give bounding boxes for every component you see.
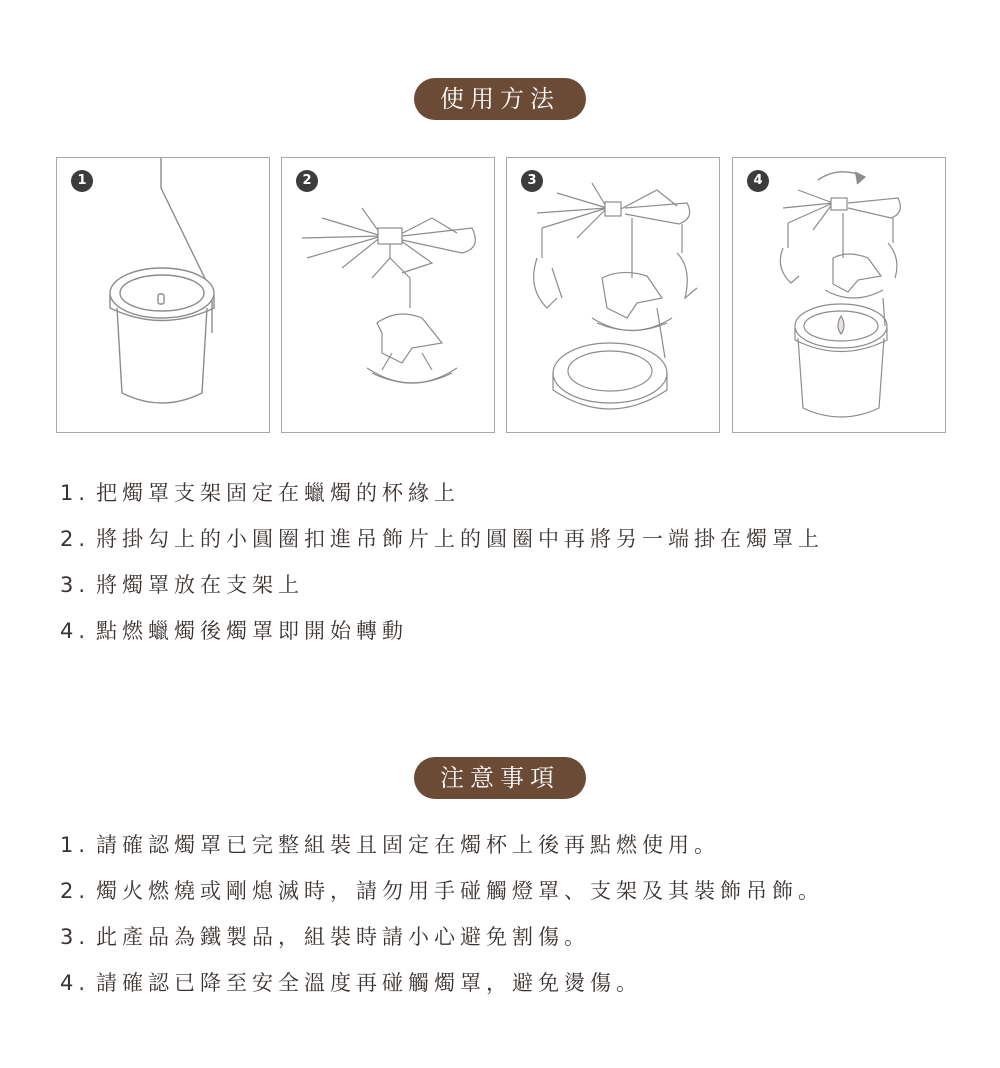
notes-list (60, 822, 824, 1006)
step-number: 4. (60, 619, 91, 643)
note-number: 2. (60, 879, 91, 903)
instruction-panels (56, 157, 946, 433)
step-text: 點燃蠟燭後燭罩即開始轉動 (96, 619, 409, 643)
step-badge-4: 4 (747, 170, 769, 192)
candle-cup-illustration (57, 158, 269, 432)
note-text: 請確認已降至安全溫度再碰觸燭罩，避免燙傷。 (96, 971, 643, 995)
note-item (60, 914, 824, 960)
spinner-hanger-illustration (282, 158, 494, 432)
note-item (60, 822, 824, 868)
instruction-panel-2 (281, 157, 495, 433)
note-text: 請確認燭罩已完整組裝且固定在燭杯上後再點燃使用。 (96, 833, 721, 857)
note-item (60, 960, 824, 1006)
assembled-carousel-illustration (733, 158, 945, 432)
step-number: 1. (60, 481, 91, 505)
note-text: 此產品為鐵製品，組裝時請小心避免割傷。 (96, 925, 591, 949)
usage-section-title: 使用方法 (414, 78, 586, 120)
notes-section-title: 注意事項 (414, 757, 586, 799)
note-item (60, 868, 824, 914)
note-number: 1. (60, 833, 91, 857)
usage-step (60, 608, 824, 654)
step-text: 把燭罩支架固定在蠟燭的杯緣上 (96, 481, 461, 505)
step-number: 3. (60, 573, 91, 597)
usage-steps-list (60, 470, 824, 654)
usage-step (60, 516, 824, 562)
step-text: 將燭罩放在支架上 (96, 573, 305, 597)
instruction-panel-4 (732, 157, 946, 433)
instruction-panel-3 (506, 157, 720, 433)
carousel-stand-illustration (507, 158, 719, 432)
step-badge-1: 1 (71, 170, 93, 192)
usage-step (60, 470, 824, 516)
instruction-panel-1 (56, 157, 270, 433)
step-text: 將掛勾上的小圓圈扣進吊飾片上的圓圈中再將另一端掛在燭罩上 (96, 527, 825, 551)
usage-step (60, 562, 824, 608)
note-number: 3. (60, 925, 91, 949)
note-number: 4. (60, 971, 91, 995)
step-number: 2. (60, 527, 91, 551)
step-badge-2: 2 (296, 170, 318, 192)
step-badge-3: 3 (521, 170, 543, 192)
note-text: 燭火燃燒或剛熄滅時，請勿用手碰觸燈罩、支架及其裝飾吊飾。 (96, 879, 825, 903)
